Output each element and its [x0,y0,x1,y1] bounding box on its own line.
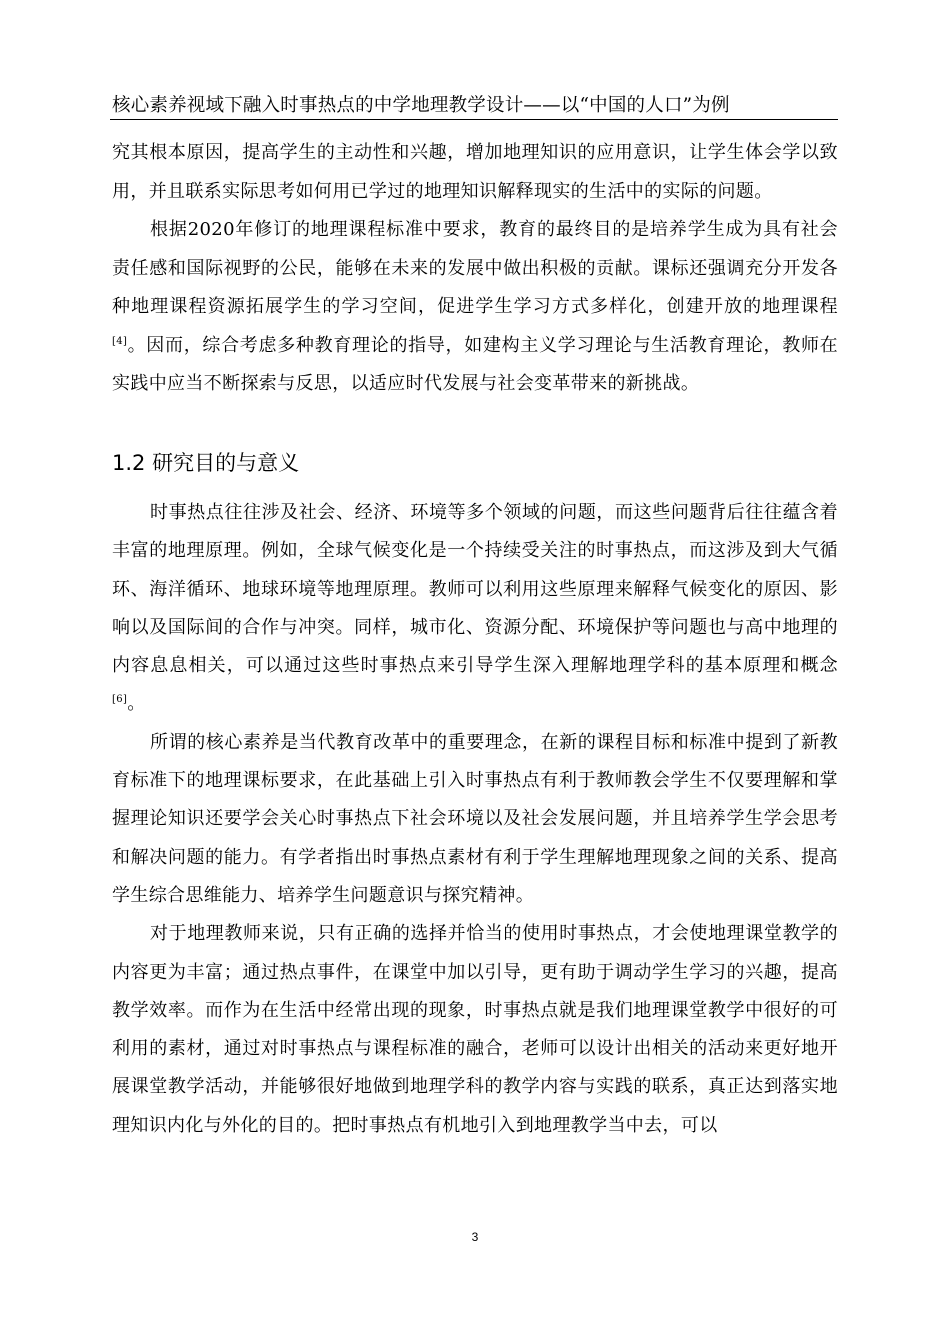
page-number: 3 [471,1230,479,1244]
section-text-block [112,494,838,1145]
paragraph-text-after-citation: 。 [127,693,146,715]
paragraph-text-after-citation: 。因而，综合考虑多种教育理论的指导，如建构主义学习理论与生活教育理论，教师在实践中应当不断探索与反思，以适应时代发展与社会变革带来的新挑战。 [112,334,838,394]
paragraph-core-literacy [112,724,838,915]
paragraph-curriculum-standard [112,211,838,404]
header-rule [110,119,838,120]
intro-text-block [112,134,838,404]
paragraph-current-events [112,494,838,724]
paragraph-text: 时事热点往往涉及社会、经济、环境等多个领域的问题，而这些问题背后往往蕴含着丰富的地理原理。例如，全球气候变化是一个持续受关注的时事热点，而这涉及到大气循环、海洋循环、地球环境等地理原理。教师可以利用这些原理来解释气候变化的原因、影响以及国际间的合作与冲突。同样，城市化、资源分配、环境保护等问题也与高中地理的内容息息相关，可以通过这些时事热点来引导学生深入理解地理学科的基本原理和概念 [112,502,838,677]
paragraph-text: 所谓的核心素养是当代教育改革中的重要理念，在新的课程目标和标准中提到了新教育标准下的地理课标要求，在此基础上引入时事热点有利于教师教会学生不仅要理解和掌握理论知识还要学会关心时事热点下社会环境以及社会发展问题，并且培养学生学会思考和解决问题的能力。有学者指出时事热点素材有利于学生理解地理现象之间的关系、提高学生综合思维能力、培养学生问题意识与探究精神。 [112,731,838,906]
paragraph-text: 究其根本原因，提高学生的主动性和兴趣，增加地理知识的应用意识，让学生体会学以致用，并且联系实际思考如何用已学过的地理知识解释现实的生活中的实际的问题。 [112,142,838,202]
citation-ref: [6] [112,694,128,706]
paragraph-continuation [112,134,838,211]
paragraph-teacher-perspective [112,915,838,1145]
running-header: 核心素养视域下融入时事热点的中学地理教学设计——以“中国的人口”为例 [112,95,730,116]
section-heading: 1.2 研究目的与意义 [112,451,300,475]
citation-ref: [4] [112,335,128,347]
paragraph-text: 对于地理教师来说，只有正确的选择并恰当的使用时事热点，才会使地理课堂教学的内容更为丰富；通过热点事件，在课堂中加以引导，更有助于调动学生学习的兴趣，提高教学效率。而作为在生活中经常出现的现象，时事热点就是我们地理课堂教学中很好的可利用的素材，通过对时事热点与课程标准的融合，老师可以设计出相关的活动来更好地开展课堂教学活动，并能够很好地做到地理学科的教学内容与实践的联系，真正达到落实地理知识内化与外化的目的。把时事热点有机地引入到地理教学当中去，可以 [112,923,838,1136]
paragraph-text: 根据2020年修订的地理课程标准中要求，教育的最终目的是培养学生成为具有社会责任感和国际视野的公民，能够在未来的发展中做出积极的贡献。课标还强调充分开发各种地理课程资源拓展学生的学习空间，促进学生学习方式多样化，创建开放的地理课程 [112,219,838,317]
